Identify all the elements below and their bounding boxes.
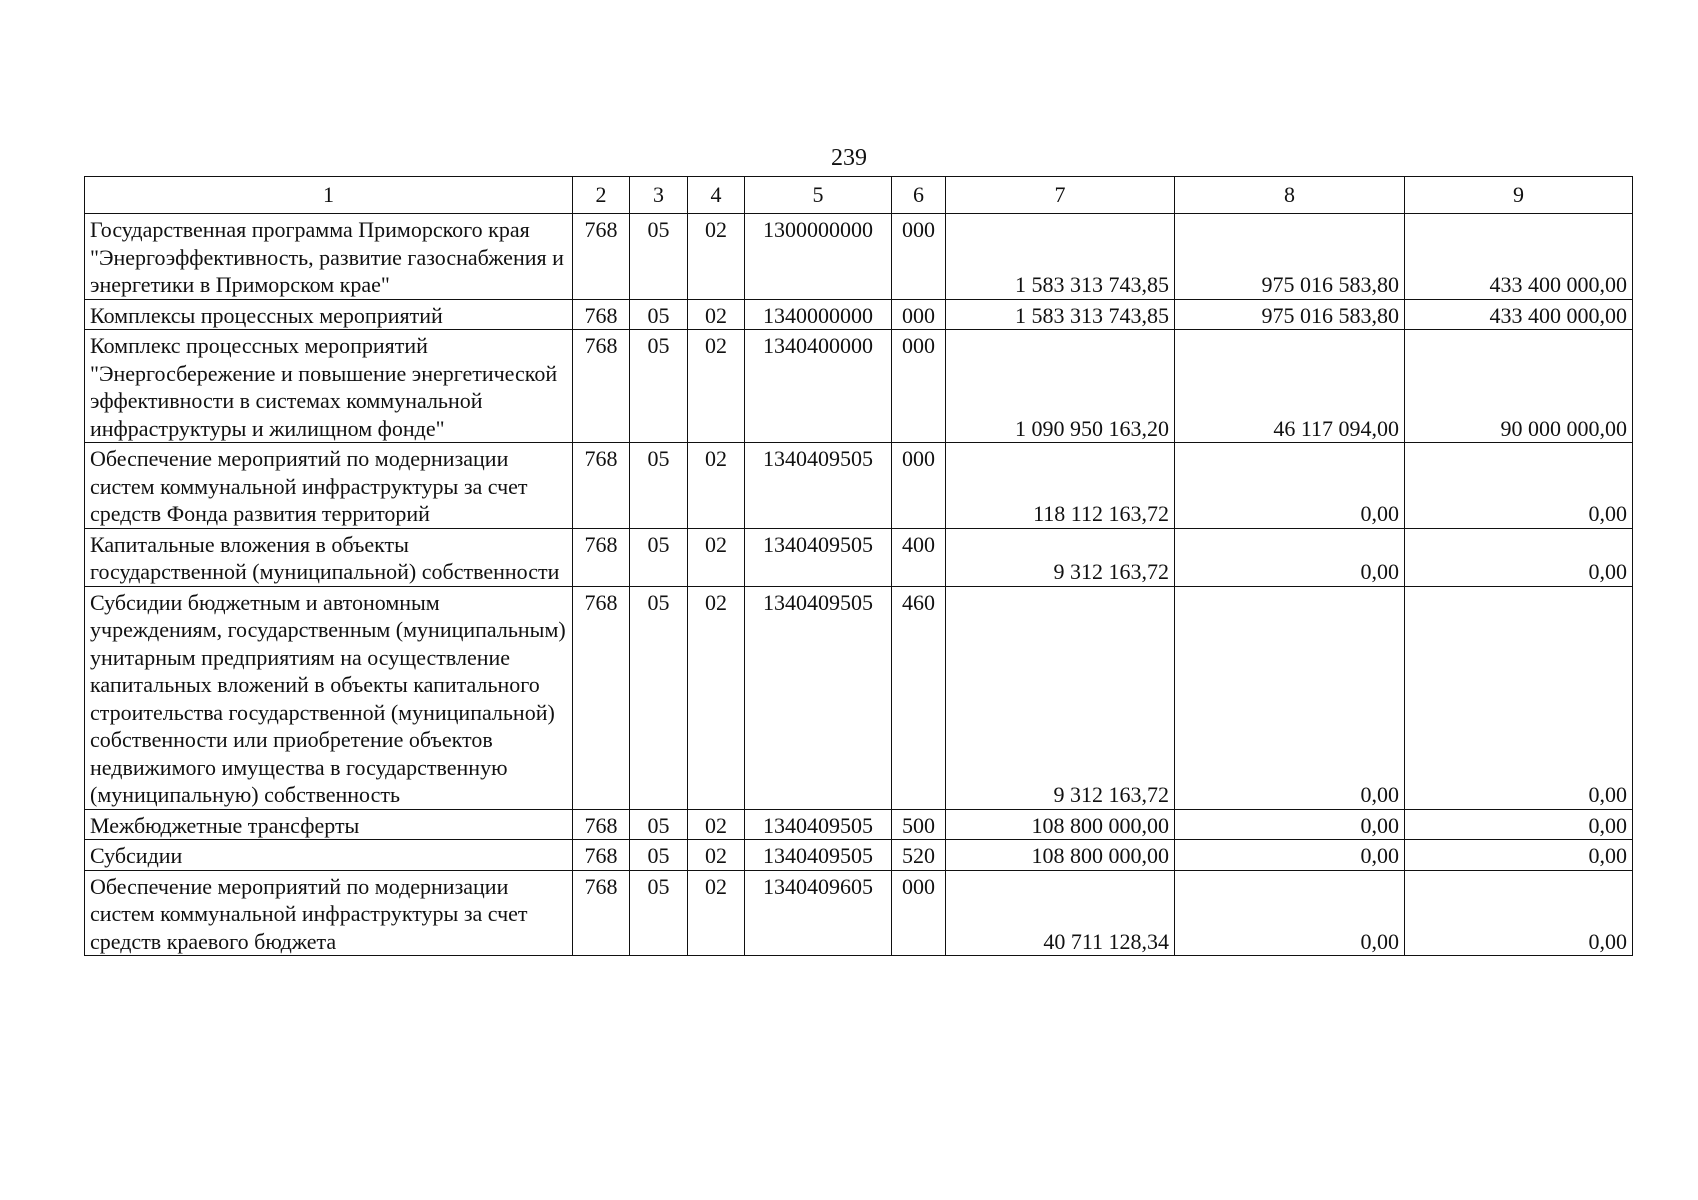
subsection-cell: 02 [688,586,745,809]
subsection-cell: 02 [688,443,745,529]
subsection-cell: 02 [688,214,745,300]
section-cell: 05 [630,299,688,330]
target-article-cell: 1340409605 [745,870,892,956]
amount-year1-cell: 1 090 950 163,20 [946,330,1175,443]
section-cell: 05 [630,330,688,443]
expense-type-cell: 520 [892,840,946,871]
row-name-cell: Межбюджетные трансферты [85,809,573,840]
header-cell: 3 [630,177,688,214]
amount-year2-cell: 0,00 [1175,528,1405,586]
amount-year2-cell: 0,00 [1175,443,1405,529]
table-row [85,443,1633,529]
target-article-cell: 1340409505 [745,443,892,529]
row-name-cell: Комплексы процессных мероприятий [85,299,573,330]
amount-year3-cell: 0,00 [1405,870,1633,956]
amount-year3-cell: 0,00 [1405,528,1633,586]
table-row [85,330,1633,443]
table-row [85,214,1633,300]
row-name-cell: Субсидии бюджетным и автономным учреждениям, государственным (муниципальным) унитарным предприятиям на осуществление капитальных вложений в объекты капитального строительства государственной (муниципальной) собственности или приобретение объектов недвижимого имущества в государственную (муниципальную) собственность [85,586,573,809]
amount-year1-cell: 9 312 163,72 [946,528,1175,586]
code-cell: 768 [573,299,630,330]
target-article-cell: 1340000000 [745,299,892,330]
table-row [85,840,1633,871]
section-cell: 05 [630,586,688,809]
amount-year1-cell: 118 112 163,72 [946,443,1175,529]
table-header-row [85,177,1633,214]
header-cell: 1 [85,177,573,214]
table-row [85,299,1633,330]
section-cell: 05 [630,443,688,529]
expense-type-cell: 500 [892,809,946,840]
section-cell: 05 [630,840,688,871]
amount-year1-cell: 108 800 000,00 [946,840,1175,871]
budget-table [84,176,1633,956]
amount-year3-cell: 0,00 [1405,443,1633,529]
row-name-cell: Комплекс процессных мероприятий "Энергосбережение и повышение энергетической эффективности в системах коммунальной инфраструктуры и жилищном фонде" [85,330,573,443]
header-cell: 6 [892,177,946,214]
amount-year3-cell: 433 400 000,00 [1405,214,1633,300]
expense-type-cell: 000 [892,870,946,956]
header-cell: 8 [1175,177,1405,214]
page-number: 239 [831,145,867,171]
expense-type-cell: 000 [892,299,946,330]
code-cell: 768 [573,214,630,300]
amount-year2-cell: 0,00 [1175,870,1405,956]
expense-type-cell: 000 [892,443,946,529]
expense-type-cell: 000 [892,214,946,300]
row-name-cell: Государственная программа Приморского края "Энергоэффективность, развитие газоснабжения и энергетики в Приморском крае" [85,214,573,300]
expense-type-cell: 400 [892,528,946,586]
table-row [85,870,1633,956]
amount-year3-cell: 0,00 [1405,586,1633,809]
code-cell: 768 [573,809,630,840]
header-cell: 7 [946,177,1175,214]
amount-year1-cell: 1 583 313 743,85 [946,299,1175,330]
amount-year3-cell: 433 400 000,00 [1405,299,1633,330]
code-cell: 768 [573,528,630,586]
section-cell: 05 [630,870,688,956]
target-article-cell: 1340400000 [745,330,892,443]
code-cell: 768 [573,330,630,443]
subsection-cell: 02 [688,528,745,586]
table-row [85,586,1633,809]
header-cell: 9 [1405,177,1633,214]
section-cell: 05 [630,528,688,586]
target-article-cell: 1340409505 [745,586,892,809]
header-cell: 5 [745,177,892,214]
amount-year2-cell: 0,00 [1175,809,1405,840]
row-name-cell: Обеспечение мероприятий по модернизации систем коммунальной инфраструктуры за счет средств Фонда развития территорий [85,443,573,529]
subsection-cell: 02 [688,330,745,443]
target-article-cell: 1340409505 [745,840,892,871]
row-name-cell: Обеспечение мероприятий по модернизации систем коммунальной инфраструктуры за счет средств краевого бюджета [85,870,573,956]
subsection-cell: 02 [688,840,745,871]
code-cell: 768 [573,443,630,529]
expense-type-cell: 000 [892,330,946,443]
amount-year1-cell: 40 711 128,34 [946,870,1175,956]
row-name-cell: Капитальные вложения в объекты государственной (муниципальной) собственности [85,528,573,586]
target-article-cell: 1300000000 [745,214,892,300]
amount-year1-cell: 9 312 163,72 [946,586,1175,809]
code-cell: 768 [573,586,630,809]
header-cell: 4 [688,177,745,214]
amount-year2-cell: 975 016 583,80 [1175,299,1405,330]
amount-year3-cell: 0,00 [1405,809,1633,840]
amount-year2-cell: 975 016 583,80 [1175,214,1405,300]
amount-year1-cell: 1 583 313 743,85 [946,214,1175,300]
amount-year3-cell: 90 000 000,00 [1405,330,1633,443]
subsection-cell: 02 [688,809,745,840]
amount-year3-cell: 0,00 [1405,840,1633,871]
section-cell: 05 [630,214,688,300]
code-cell: 768 [573,840,630,871]
target-article-cell: 1340409505 [745,528,892,586]
amount-year2-cell: 46 117 094,00 [1175,330,1405,443]
amount-year2-cell: 0,00 [1175,586,1405,809]
row-name-cell: Субсидии [85,840,573,871]
table-row [85,528,1633,586]
section-cell: 05 [630,809,688,840]
subsection-cell: 02 [688,870,745,956]
target-article-cell: 1340409505 [745,809,892,840]
code-cell: 768 [573,870,630,956]
amount-year2-cell: 0,00 [1175,840,1405,871]
header-cell: 2 [573,177,630,214]
table-row [85,809,1633,840]
expense-type-cell: 460 [892,586,946,809]
amount-year1-cell: 108 800 000,00 [946,809,1175,840]
subsection-cell: 02 [688,299,745,330]
